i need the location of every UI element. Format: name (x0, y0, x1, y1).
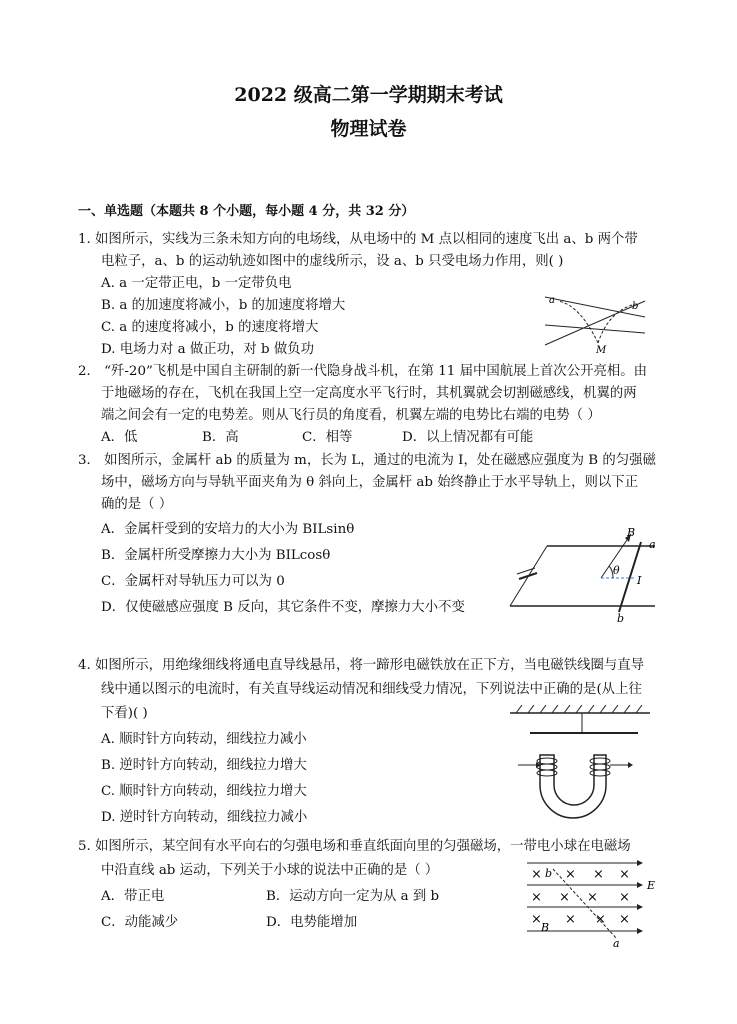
label-a: a (649, 538, 656, 551)
q1-option-d: D. 电场力对 a 做正功，对 b 做负功 (101, 342, 315, 357)
arrow-icon (637, 860, 643, 934)
svg-text:×: × (565, 867, 576, 882)
q3-stem-line-3: 确的是（ ） (101, 497, 173, 512)
q1-stem-line-1: 1. 如图所示，实线为三条未知方向的电场线，从电场中的 M 点以相同的速度飞出 a、b 两个带 (78, 232, 638, 247)
q3-stem-line-2: 场中，磁场方向与导轨平面夹角为 θ 斜向上，金属杆 ab 始终静止于水平导轨上，则以下正 (101, 475, 639, 490)
label-B: B (541, 921, 550, 934)
label-a: a (613, 937, 620, 950)
q2-stem-line-1: 2． “歼-20”飞机是中国自主研制的新一代隐身战斗机，在第 11 届中国航展上首次公开亮相。由 (78, 364, 648, 379)
label-m: M (596, 345, 607, 355)
q5-option-c: C．动能减少 (101, 915, 179, 930)
exam-title: 2022 级高二第一学期期末考试 (234, 84, 503, 106)
svg-text:×: × (531, 867, 542, 882)
svg-text:×: × (531, 912, 542, 927)
q1-option-b: B. a 的加速度将减小，b 的加速度将增大 (101, 298, 346, 313)
label-theta: θ (613, 564, 620, 577)
q5-option-d: D．电势能增加 (266, 915, 358, 930)
q4-stem-line-2: 线中通以图示的电流时，有关直导线运动情况和细线受力情况，下列说法中正确的是(从上往 (101, 682, 642, 697)
q2-stem-line-3: 端之间会有一定的电势差。则从飞行员的角度看，机翼左端的电势比右端的电势（ ） (101, 408, 601, 423)
q5-option-a: A．带正电 (101, 889, 165, 904)
field-line (545, 301, 645, 345)
q3-stem-line-1: 3． 如图所示，金属杆 ab 的质量为 m，长为 L，通过的电流为 I，处在磁感应强度为 B 的匀强磁 (78, 453, 656, 468)
label-b: b (617, 612, 625, 623)
q1-stem-line-2: 电粒子，a、b 的运动轨迹如图中的虚线所示，设 a、b 只受电场力作用，则( ) (101, 254, 564, 269)
svg-text:×: × (559, 890, 570, 905)
svg-text:×: × (619, 867, 630, 882)
q4-stem-line-1: 4. 如图所示，用绝缘细线将通电直导线悬吊，将一蹄形电磁铁放在正下方，当电磁铁线圈与直导 (78, 658, 645, 673)
q5-field-figure (525, 855, 665, 950)
svg-text:×: × (595, 912, 606, 927)
svg-text:×: × (593, 867, 604, 882)
q2-stem-line-2: 于地磁场的存在，飞机在我国上空一定高度水平飞行时，其机翼就会切割磁感线，机翼的两 (101, 386, 637, 401)
q3-option-c: C．金属杆对导轨压力可以为 0 (101, 574, 285, 589)
field-line (545, 325, 645, 333)
q4-magnet-figure (510, 705, 650, 820)
arrow-icon (628, 762, 633, 768)
svg-text:×: × (619, 890, 630, 905)
q1-field-figure (540, 285, 650, 355)
svg-text:×: × (619, 912, 630, 927)
q4-option-d: D. 逆时针方向转动，细线拉力减小 (101, 810, 308, 825)
label-b: b (545, 867, 553, 880)
field-line (545, 297, 645, 317)
label-b: b (632, 301, 639, 312)
label-I: I (637, 574, 642, 587)
q2-option-c: C．相等 (302, 430, 353, 445)
q2-option-d: D．以上情况都有可能 (402, 430, 534, 445)
q4-option-a: A. 顺时针方向转动，细线拉力减小 (101, 732, 307, 747)
q3-option-a: A．金属杆受到的安培力的大小为 BILsinθ (101, 522, 355, 537)
svg-text:×: × (531, 890, 542, 905)
label-B: B (627, 528, 636, 539)
q1-option-a: A. a 一定带正电，b 一定带负电 (101, 276, 292, 291)
label-E: E (647, 879, 656, 892)
q5-option-b: B．运动方向一定为从 a 到 b (266, 889, 440, 904)
q4-option-b: B. 逆时针方向转动，细线拉力增大 (101, 758, 307, 773)
label-a: a (549, 295, 555, 306)
q5-stem-line-2: 中沿直线 ab 运动，下列关于小球的说法中正确的是（ ） (101, 863, 439, 878)
exam-subtitle: 物理试卷 (330, 118, 407, 140)
battery-icon (517, 568, 535, 574)
q2-option-a: A．低 (101, 430, 138, 445)
battery-icon (519, 573, 537, 579)
q2-option-b: B．高 (202, 430, 239, 445)
q4-option-c: C. 顺时针方向转动，细线拉力增大 (101, 784, 307, 799)
q3-option-b: B．金属杆所受摩擦力大小为 BILcosθ (101, 548, 331, 563)
ceiling-hatch (516, 705, 642, 713)
svg-text:×: × (565, 912, 576, 927)
q3-rail-figure (505, 528, 665, 623)
q5-stem-line-1: 5. 如图所示，某空间有水平向右的匀强电场和垂直纸面向里的匀强磁场，一带电小球在电磁场 (78, 839, 631, 854)
q1-option-c: C. a 的速度将减小，b 的速度将增大 (101, 320, 319, 335)
section-heading: 一、单选题（本题共 8 个小题，每小题 4 分，共 32 分） (78, 204, 415, 219)
svg-text:×: × (587, 890, 598, 905)
q4-stem-line-3: 下看)( ) (101, 706, 148, 721)
q3-option-d: D．仅使磁感应强度 B 反向，其它条件不变，摩擦力大小不变 (101, 600, 465, 615)
